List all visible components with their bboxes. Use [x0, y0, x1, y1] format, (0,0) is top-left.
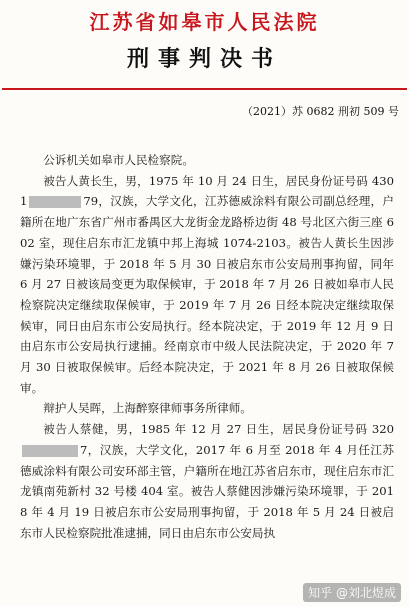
case-number: （2021）苏 0682 刑初 509 号 [242, 105, 399, 118]
source-watermark: 知乎 @刘北煜成 [303, 583, 401, 602]
defendant1-text-start: 被告人黄长生，男，1975 年 10 月 24 日生，居民身份证号码 4301 [20, 173, 394, 209]
defendant2-paragraph [20, 419, 394, 543]
redacted-id-block [29, 196, 81, 208]
defendant1-text-rest: 79，汉族，大学文化，江苏德威涂料有限公司副总经理，户籍所在地广东省广州市番禺区大龙街金龙路桥边街 48 号北区六街三座 602 室，现住启东市汇龙镇中邦上海城 1074-2103。被告人黄长生因涉嫌污染环境罪，于 2018 年 5 月 30 日被启东市公安局刑事拘留，同年 6 月 27 日被该局变更为取保候审，于 2018 年 7 月 26 日被如皋市人民检察院决定继续取保候审，于 2019 年 7 月 26 日经本院决定继续取保候审，同日由启东市公安局执行。经本院决定，于 2019 年 12 月 9 日由启东市公安局执行逮捕。经南京市中级人民法院决定，于 2020 年 7 月 30 日被取保候审。后经本院决定，于 2021 年 8 月 26 日被取保候审。 [20, 194, 394, 395]
prosecutor-paragraph [20, 150, 394, 171]
court-name: 江苏省如皋市人民法院 [89, 10, 320, 34]
document-title: 刑事判决书 [126, 47, 282, 72]
prosecutor-text: 公诉机关如皋市人民检察院。 [43, 153, 194, 167]
redacted-id-block [22, 445, 78, 457]
defendant2-text-rest: 7，汉族，大学文化，2017 年 6 月至 2018 年 4 月任江苏德威涂料有限公司安环部主管，户籍所在地江苏省启东市，现住启东市汇龙镇南苑新村 32 号楼 404 室。被告人蔡健因涉嫌污染环境罪，于 2018 年 4 月 19 日被启东市公安局刑事拘留，于 2018 年 5 月 24 日被启东市人民检察院批准逮捕，同日由启东市公安局执 [20, 442, 394, 540]
defender-text: 辩护人吴晖，上海醉察律师事务所律师。 [43, 401, 252, 416]
document-body [20, 150, 394, 543]
defendant2-text-start: 被告人蔡健，男，1985 年 12 月 27 日生，居民身份证号码 320 [43, 422, 394, 437]
defendant1-paragraph [20, 171, 394, 399]
defender-paragraph [20, 398, 394, 419]
header-divider [2, 88, 407, 90]
